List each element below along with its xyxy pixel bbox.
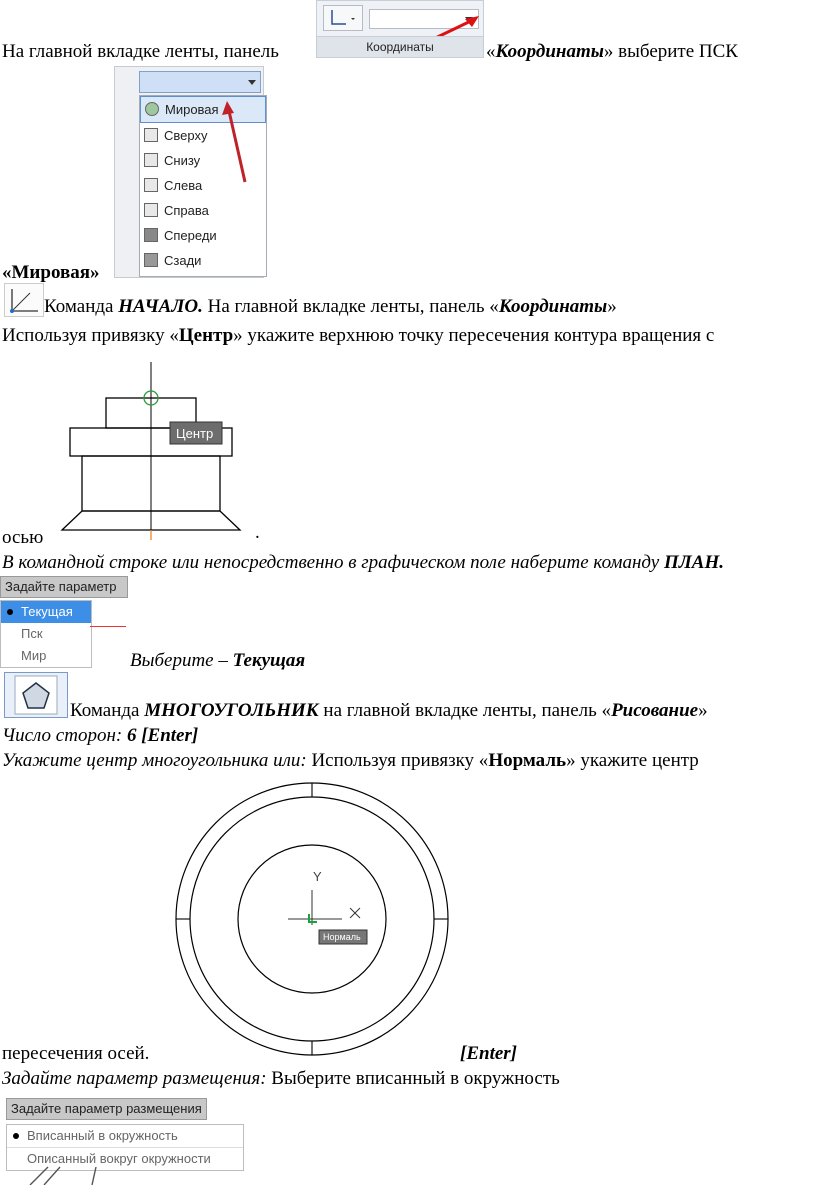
text-fragment-emph: Координаты [495, 41, 604, 62]
text-fragment: На главной вкладке ленты, панель « [202, 296, 499, 317]
ucs-dropdown [114, 66, 264, 278]
text-fragment: На главной вкладке ленты, панель [2, 41, 279, 62]
text-fragment-emph: Координаты [498, 296, 608, 317]
paragraph-line-7 [130, 650, 305, 672]
text-fragment: В командной строке или непосредственно в графическом поле наберите команду [2, 552, 664, 573]
text-fragment-emph: Нормаль [488, 750, 567, 771]
cube-front-icon [144, 228, 158, 242]
item-label: Сзади [164, 253, 202, 268]
ucs-icon [324, 6, 362, 30]
ucs-item-back[interactable] [140, 248, 266, 273]
popup-title: Задайте параметр размещения [6, 1098, 207, 1120]
cube-bottom-icon [144, 153, 158, 167]
panel-caption: Координаты [317, 36, 483, 57]
axis-y-label: Y [313, 869, 322, 884]
concentric-circles-drawing [172, 780, 452, 1060]
ucs-button[interactable] [323, 5, 363, 31]
chevron-down-icon [246, 76, 258, 88]
text-fragment: Команда [44, 296, 119, 317]
ribbon-coordinates-panel [316, 0, 484, 58]
text-fragment: Число сторон: [2, 725, 127, 746]
option-ucs[interactable] [1, 623, 91, 645]
text-fragment: Команда [70, 700, 145, 721]
plan-options-list [0, 600, 92, 668]
normal-snap-marker-icon [309, 914, 317, 922]
option-label: Текущая [21, 604, 73, 619]
bullet-icon [7, 609, 13, 615]
text-fragment-emph: МНОГОУГОЛЬНИК [144, 700, 319, 721]
item-label: Сверху [164, 128, 208, 143]
plan-options-popup [0, 576, 128, 668]
bullet-icon [13, 1133, 19, 1139]
text-fragment-emph: 6 [Enter] [126, 725, 199, 746]
option-world[interactable] [1, 645, 91, 667]
leader-lines-decoration [26, 1099, 146, 1185]
placement-options-popup [6, 1098, 246, 1171]
paragraph-line-9 [2, 725, 198, 747]
cube-right-icon [144, 203, 158, 217]
revolve-contour-drawing [56, 358, 246, 540]
paragraph-line-3 [44, 296, 617, 318]
option-label: Пск [21, 626, 43, 641]
paragraph-line-11-enter: [Enter] [460, 1043, 517, 1064]
item-label: Справа [164, 203, 209, 218]
text-fragment: Используя привязку « [2, 325, 179, 346]
cube-left-icon [144, 178, 158, 192]
globe-icon [145, 102, 159, 116]
cursor-line [90, 626, 126, 627]
text-fragment: Задайте параметр размещения: [2, 1068, 267, 1089]
text-fragment-emph: НАЧАЛО. [118, 296, 203, 317]
text-fragment: Выберите вписанный в окружность [266, 1068, 560, 1089]
paragraph-line-12 [2, 1068, 560, 1090]
paragraph-line-1-end [486, 41, 738, 63]
text-fragment: » [698, 700, 708, 721]
item-label: Слева [164, 178, 203, 193]
arrow-annotation-icon [215, 97, 255, 187]
option-label: Мир [21, 648, 47, 663]
text-fragment-emph: Рисование [611, 700, 699, 721]
cube-back-icon [144, 253, 158, 267]
item-label: Мировая [165, 102, 219, 117]
paragraph-line-11: пересечения осей. [2, 1043, 150, 1064]
text-fragment: » выберите ПСК [603, 41, 738, 62]
text-fragment: » [607, 296, 617, 317]
text-fragment: » укажите центр [566, 750, 699, 771]
normal-snap-tooltip: Нормаль [323, 932, 361, 942]
text-fragment-emph: ПЛАН. [663, 552, 724, 573]
option-label: Описанный вокруг окружности [27, 1151, 211, 1166]
paragraph-line-5-end: . [255, 522, 260, 543]
option-current[interactable] [1, 601, 91, 623]
paragraph-line-5: осью [2, 527, 44, 548]
text-fragment: « [486, 41, 496, 62]
text-fragment-emph: Центр [178, 325, 234, 346]
text-fragment: Выберите – [130, 650, 233, 671]
popup-title: Задайте параметр [0, 576, 128, 598]
paragraph-line-8 [70, 700, 708, 722]
center-snap-tooltip: Центр [176, 426, 214, 441]
ucs-item-front[interactable] [140, 223, 266, 248]
option-label: Вписанный в окружность [27, 1128, 178, 1143]
text-fragment-emph: Текущая [232, 650, 306, 671]
ucs-origin-icon [4, 283, 44, 317]
ucs-item-right[interactable] [140, 198, 266, 223]
text-fragment: Укажите центр многоугольника или: [2, 750, 307, 771]
item-label: Спереди [164, 228, 217, 243]
pentagon-icon [5, 673, 67, 717]
paragraph-line-6 [2, 552, 724, 574]
text-fragment: » укажите верхнюю точку пересечения контура вращения с [233, 325, 715, 346]
ucs-dropdown-combo[interactable] [139, 71, 261, 93]
item-label: Снизу [164, 153, 201, 168]
text-fragment: на главной вкладке ленты, панель « [318, 700, 612, 721]
paragraph-line-1 [2, 41, 279, 63]
paragraph-line-2: «Мировая» [2, 262, 100, 283]
polygon-command-button[interactable] [4, 672, 68, 718]
paragraph-line-10 [2, 750, 699, 772]
text-fragment: Используя привязку « [306, 750, 489, 771]
cube-top-icon [144, 128, 158, 142]
paragraph-line-4 [2, 325, 714, 347]
